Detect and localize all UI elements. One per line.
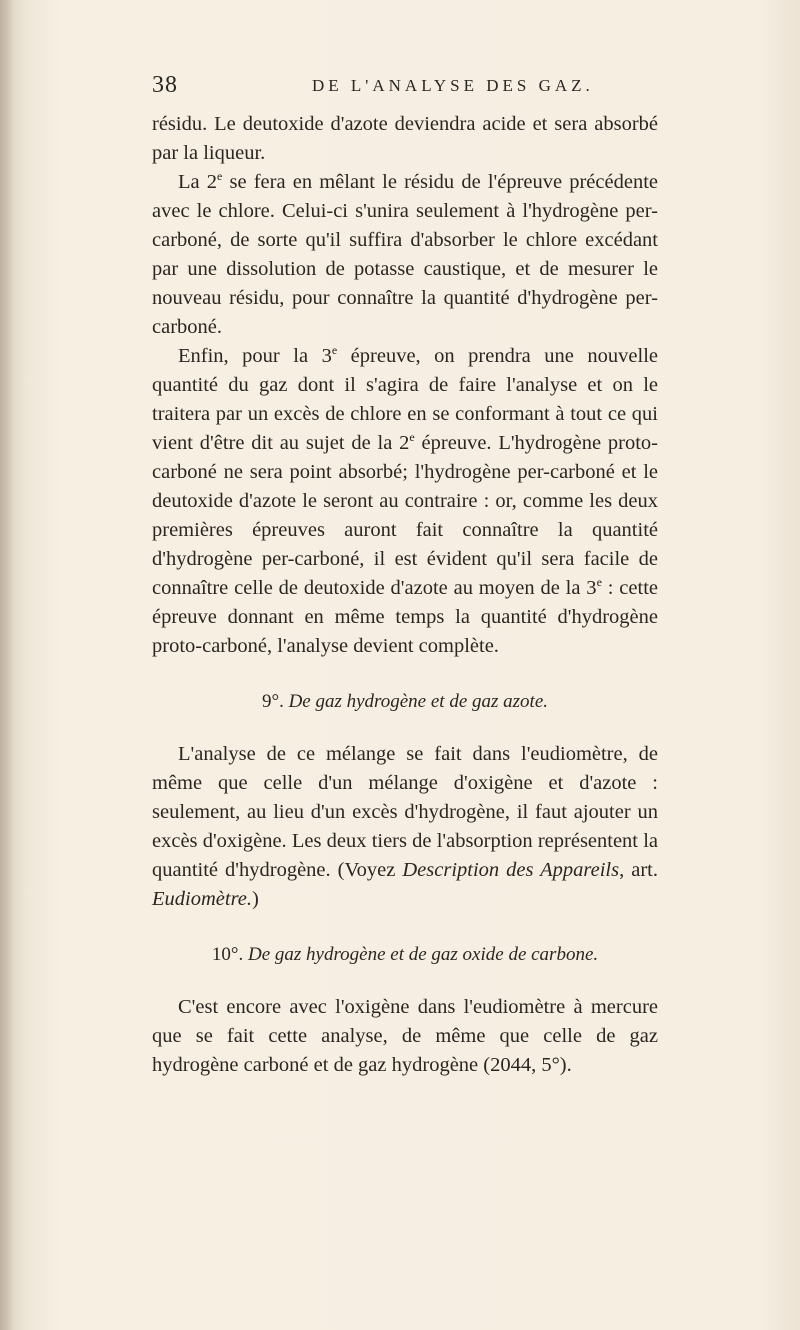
paragraph-4: L'analyse de ce mélange se fait dans l'eudiomètre, de même que celle d'un mélange d'oxigène et d'azote : seulement, au lieu d'un excès d'hydrogène, il faut ajouter un excès d'oxigène. Les deux tiers de l'absorption représentent la quantité d'hydrogène. (Voyez Description des Appareils, art. Eudiomètre.) xyxy=(152,743,658,910)
section-number: 9°. xyxy=(261,691,284,712)
paragraph-3: Enfin, pour la 3e épreuve, on prendra une nouvelle quantité du gaz dont il s'agira de faire l'analyse et on le traitera par un excès de chlore en se conformant à tout ce qui vient d'être dit au sujet de la 2e épreuve. L'hydrogène proto-carboné ne sera point absorbé; l'hydrogène per-carboné et le deutoxide d'azote le seront au contraire : or, comme les deux premières épreuves auront fait connaître la quantité d'hydrogène per-carboné, il est évident qu'il sera facile de connaître celle de deutoxide d'azote au moyen de la 3e : cette épreuve donnant en même temps la quantité d'hydrogène proto-carboné, l'analyse devient complète. xyxy=(152,343,658,657)
section-heading-10 xyxy=(152,940,658,969)
page-number: 38 xyxy=(152,72,178,98)
paragraph-1: résidu. Le deutoxide d'azote deviendra acide et sera absorbé par la liqueur. xyxy=(152,113,658,164)
section-title: De gaz hydrogène et de gaz oxide de carbone. xyxy=(247,944,599,965)
page-header xyxy=(152,72,652,108)
section-title: De gaz hydrogène et de gaz azote. xyxy=(288,691,549,712)
section-number: 10°. xyxy=(211,944,244,965)
paragraph-5: C'est encore avec l'oxigène dans l'eudiomètre à mercure que se fait cette analyse, de même que celle de gaz hydrogène carboné et de gaz hydrogène (2044, 5°). xyxy=(152,996,658,1076)
running-title: DE L'ANALYSE DES GAZ. xyxy=(312,76,594,95)
page-gutter-shadow xyxy=(0,0,14,1330)
section-heading-9 xyxy=(152,687,658,716)
body-text xyxy=(152,110,658,1080)
paragraph-2: La 2e se fera en mêlant le résidu de l'épreuve précédente avec le chlore. Celui-ci s'unira seulement à l'hydrogène per-carboné, de sorte qu'il suffira d'absorber le chlore excédant par une dissolution de potasse caustique, et de mesurer le nouveau résidu, pour connaître la quantité d'hydrogène per-carboné. xyxy=(152,169,658,338)
